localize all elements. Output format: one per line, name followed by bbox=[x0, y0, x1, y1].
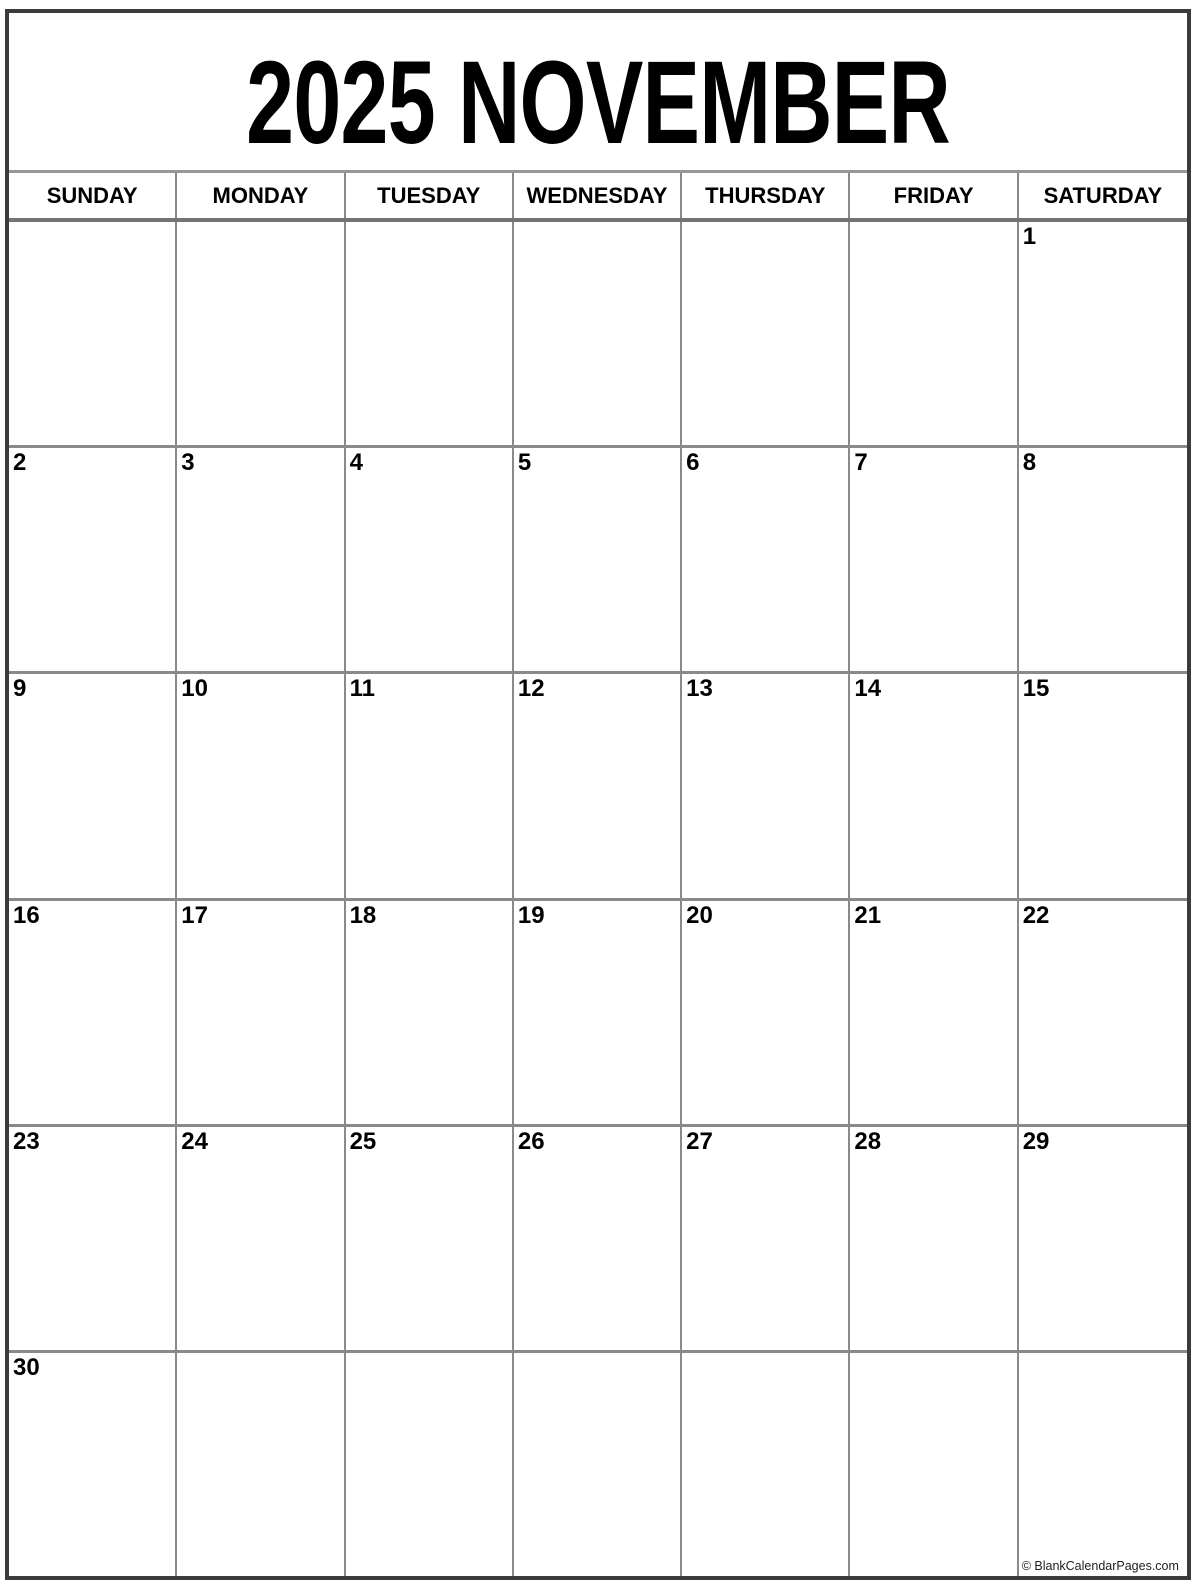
day-number: 7 bbox=[854, 449, 868, 477]
week-row-1 bbox=[9, 222, 1187, 448]
day-cell-nov-4 bbox=[346, 448, 514, 671]
weekday-header-saturday: SATURDAY bbox=[1043, 182, 1163, 208]
day-cell bbox=[682, 1353, 850, 1576]
day-number: 13 bbox=[686, 675, 713, 703]
calendar-page-frame bbox=[5, 9, 1191, 1580]
day-cell-nov-9 bbox=[9, 674, 177, 897]
day-cell-nov-16 bbox=[9, 901, 177, 1124]
day-cell-nov-10 bbox=[177, 674, 345, 897]
day-number: 12 bbox=[517, 675, 545, 703]
day-number: 9 bbox=[13, 675, 27, 703]
day-cell bbox=[177, 1353, 345, 1576]
day-number: 26 bbox=[517, 1127, 545, 1155]
weekday-header-thursday: THURSDAY bbox=[682, 173, 850, 218]
day-cell-nov-24 bbox=[177, 1127, 345, 1350]
day-cell-nov-19 bbox=[514, 901, 682, 1124]
day-number: 17 bbox=[181, 901, 208, 929]
day-cell-nov-13 bbox=[682, 674, 850, 897]
day-number: 11 bbox=[349, 675, 375, 703]
day-cell-nov-22 bbox=[1019, 901, 1187, 1124]
day-number: 6 bbox=[686, 449, 700, 477]
weekday-header-friday: FRIDAY bbox=[850, 173, 1018, 218]
day-number: 29 bbox=[1022, 1127, 1050, 1155]
day-cell-nov-3 bbox=[177, 448, 345, 671]
week-row-5 bbox=[9, 1127, 1187, 1353]
day-number: 1 bbox=[1022, 223, 1037, 250]
week-row-6 bbox=[9, 1353, 1187, 1576]
day-cell-nov-20 bbox=[682, 901, 850, 1124]
day-cell bbox=[1019, 1353, 1187, 1576]
day-cell-nov-1 bbox=[1019, 222, 1187, 445]
day-number: 23 bbox=[13, 1127, 40, 1155]
day-cell-nov-8 bbox=[1019, 448, 1187, 671]
day-number: 14 bbox=[854, 675, 882, 703]
day-cell-nov-12 bbox=[514, 674, 682, 897]
day-number: 3 bbox=[181, 449, 195, 477]
day-cell bbox=[850, 222, 1018, 445]
day-number: 15 bbox=[1022, 675, 1050, 703]
calendar-title-area bbox=[9, 13, 1187, 173]
day-cell-nov-11 bbox=[346, 674, 514, 897]
day-cell-nov-5 bbox=[514, 448, 682, 671]
day-cell-nov-15 bbox=[1019, 674, 1187, 897]
day-cell bbox=[346, 222, 514, 445]
day-number: 24 bbox=[181, 1127, 208, 1155]
day-cell-nov-7 bbox=[850, 448, 1018, 671]
week-row-3 bbox=[9, 674, 1187, 900]
day-cell-nov-29 bbox=[1019, 1127, 1187, 1350]
day-cell-nov-23 bbox=[9, 1127, 177, 1350]
day-number: 27 bbox=[686, 1127, 713, 1155]
day-number: 4 bbox=[349, 449, 363, 477]
day-number: 21 bbox=[854, 901, 882, 929]
weekday-header-monday: MONDAY bbox=[177, 173, 345, 218]
day-cell-nov-14 bbox=[850, 674, 1018, 897]
day-cell bbox=[682, 222, 850, 445]
weekday-header-tuesday: TUESDAY bbox=[346, 173, 514, 218]
day-number: 30 bbox=[13, 1353, 40, 1381]
weekday-header-wednesday: WEDNESDAY bbox=[514, 173, 682, 218]
weekday-header-sunday: SUNDAY bbox=[9, 173, 177, 218]
day-cell bbox=[850, 1353, 1018, 1576]
day-cell bbox=[346, 1353, 514, 1576]
day-number: 2 bbox=[13, 449, 27, 477]
day-cell-nov-27 bbox=[682, 1127, 850, 1350]
day-cell-nov-17 bbox=[177, 901, 345, 1124]
weekday-header-row bbox=[9, 173, 1187, 222]
day-number: 20 bbox=[686, 901, 713, 929]
watermark-credit: © BlankCalendarPages.com bbox=[1021, 1559, 1179, 1574]
day-cell-nov-25 bbox=[346, 1127, 514, 1350]
day-number: 28 bbox=[854, 1127, 882, 1155]
day-cell-nov-18 bbox=[346, 901, 514, 1124]
day-cell-nov-21 bbox=[850, 901, 1018, 1124]
day-number: 18 bbox=[349, 901, 377, 929]
day-number: 5 bbox=[517, 449, 532, 477]
day-cell-nov-6 bbox=[682, 448, 850, 671]
day-cell-nov-28 bbox=[850, 1127, 1018, 1350]
day-number: 16 bbox=[13, 901, 40, 929]
day-cell bbox=[177, 222, 345, 445]
day-cell bbox=[9, 222, 177, 445]
day-number: 10 bbox=[181, 675, 208, 703]
day-number: 8 bbox=[1022, 449, 1037, 477]
day-number: 22 bbox=[1022, 901, 1050, 929]
week-row-2 bbox=[9, 448, 1187, 674]
day-cell bbox=[514, 1353, 682, 1576]
week-row-4 bbox=[9, 901, 1187, 1127]
day-cell-nov-30 bbox=[9, 1353, 177, 1576]
day-number: 25 bbox=[349, 1127, 377, 1155]
day-cell bbox=[514, 222, 682, 445]
day-cell-nov-26 bbox=[514, 1127, 682, 1350]
day-cell-nov-2 bbox=[9, 448, 177, 671]
calendar-title: 2025 NOVEMBER bbox=[246, 36, 950, 169]
day-number: 19 bbox=[517, 901, 545, 929]
